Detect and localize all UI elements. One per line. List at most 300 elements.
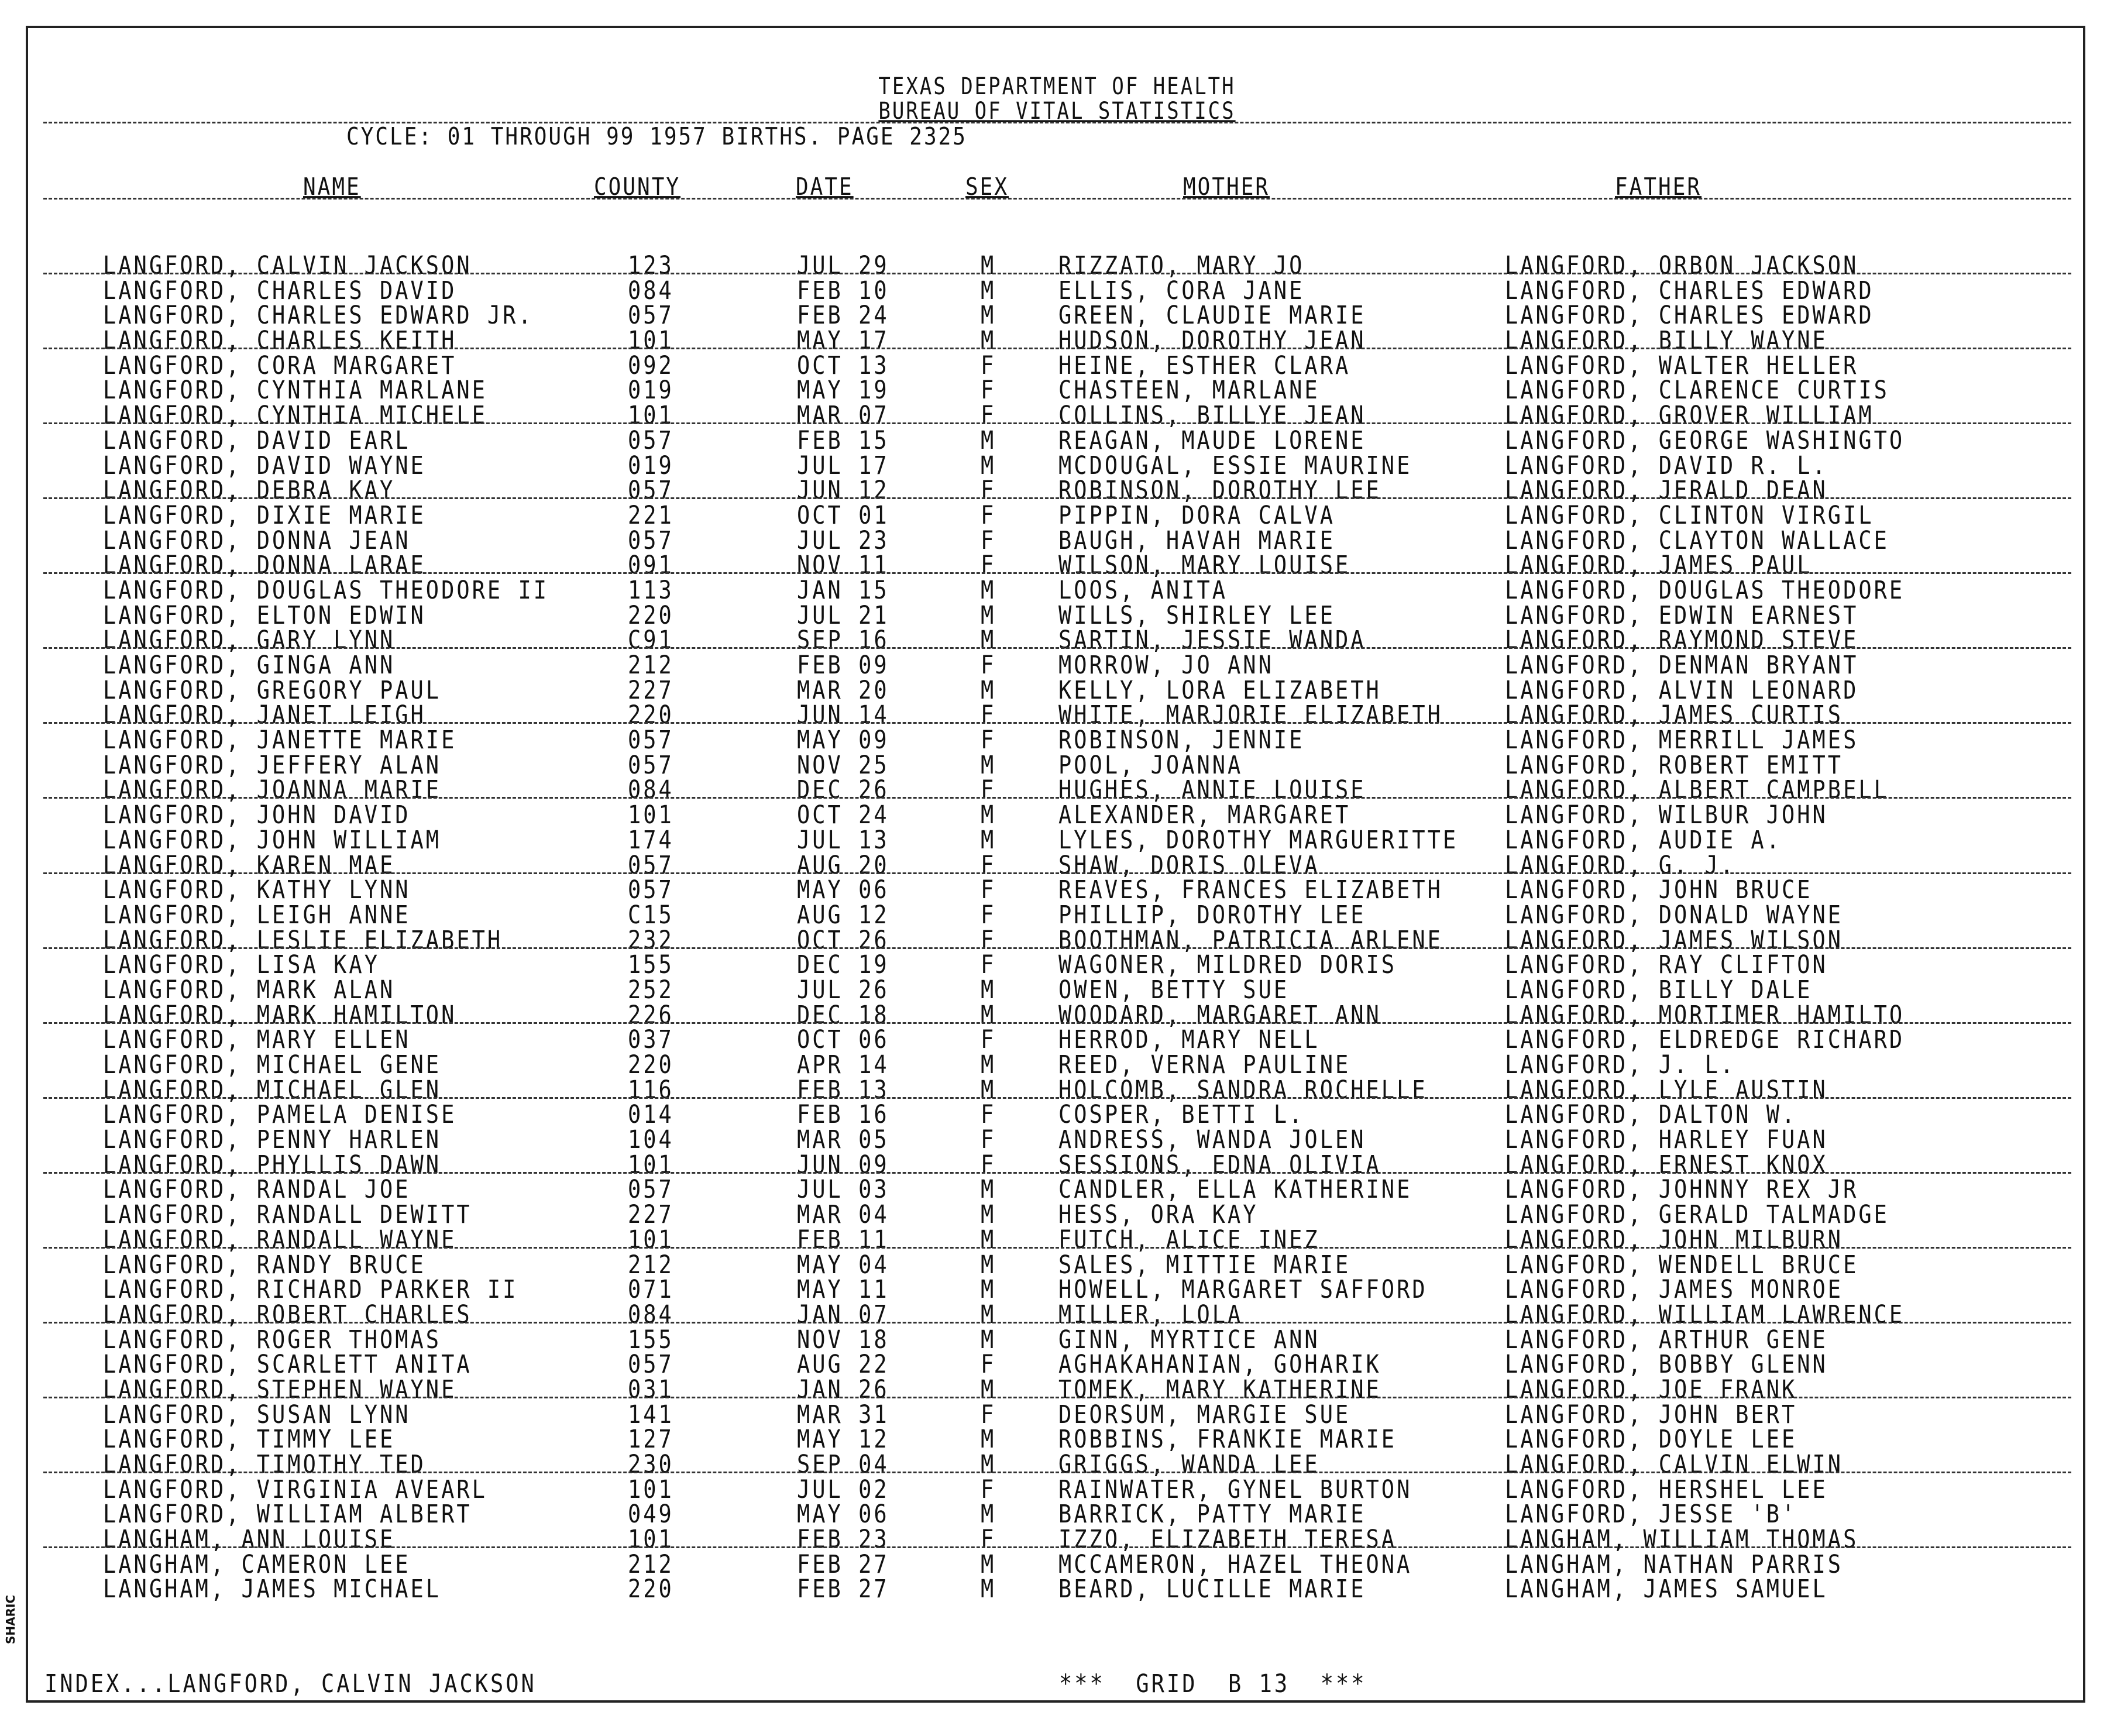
record-father: LANGFORD, LYLE AUSTIN (1505, 1075, 1828, 1104)
record-county: 113 (628, 575, 674, 605)
record-sex: M (981, 250, 996, 280)
record-row (0, 800, 2114, 830)
record-name: LANGFORD, JANET LEIGH (103, 700, 426, 730)
record-sex: F (981, 900, 996, 930)
record-mother: GREEN, CLAUDIE MARIE (1058, 301, 1366, 330)
record-father: LANGFORD, EDWIN EARNEST (1505, 600, 1859, 630)
record-father: LANGFORD, ALVIN LEONARD (1505, 675, 1859, 704)
record-sex: M (981, 1449, 996, 1479)
record-name: LANGFORD, CHARLES DAVID (103, 276, 457, 305)
record-name: LANGFORD, DIXIE MARIE (103, 500, 426, 530)
record-name: LANGFORD, JOHN DAVID (103, 800, 411, 830)
record-father: LANGFORD, DAVID R. L. (1505, 451, 1828, 480)
record-county: 123 (628, 250, 674, 280)
record-sex: M (981, 301, 996, 330)
record-father: LANGFORD, DALTON W. (1505, 1100, 1797, 1129)
record-father: LANGHAM, JAMES SAMUEL (1505, 1575, 1828, 1604)
record-name: LANGFORD, DONNA JEAN (103, 525, 411, 555)
record-row (0, 1300, 2114, 1329)
record-date: MAR 20 (797, 675, 889, 704)
record-row (0, 600, 2114, 630)
record-row (0, 925, 2114, 954)
record-row (0, 451, 2114, 480)
record-mother: HEINE, ESTHER CLARA (1058, 350, 1351, 380)
record-sex: M (981, 575, 996, 605)
record-row (0, 1325, 2114, 1354)
record-mother: REAGAN, MAUDE LORENE (1058, 425, 1366, 455)
bureau-title: BUREAU OF VITAL STATISTICS (878, 97, 1236, 125)
record-row (0, 476, 2114, 505)
record-mother: SALES, MITTIE MARIE (1058, 1250, 1351, 1279)
record-row (0, 1474, 2114, 1504)
record-name: LANGFORD, MARY ELLEN (103, 1025, 411, 1054)
record-sex: M (981, 975, 996, 1005)
record-row (0, 1225, 2114, 1254)
record-mother: ELLIS, CORA JANE (1058, 276, 1305, 305)
record-mother: BAUGH, HAVAH MARIE (1058, 525, 1335, 555)
record-row (0, 1400, 2114, 1429)
record-mother: COSPER, BETTI L. (1058, 1100, 1305, 1129)
record-name: LANGFORD, MICHAEL GLEN (103, 1075, 442, 1104)
record-row (0, 1374, 2114, 1404)
record-name: LANGFORD, JEFFERY ALAN (103, 750, 442, 780)
record-father: LANGFORD, CLAYTON WALLACE (1505, 525, 1889, 555)
record-county: 252 (628, 975, 674, 1005)
record-father: LANGFORD, JAMES MONROE (1505, 1275, 1844, 1304)
record-county: C91 (628, 625, 674, 655)
record-sex: F (981, 850, 996, 879)
record-row (0, 750, 2114, 780)
record-name: LANGFORD, GINGA ANN (103, 650, 396, 680)
record-sex: M (981, 1325, 996, 1354)
record-county: 037 (628, 1025, 674, 1054)
record-mother: DEORSUM, MARGIE SUE (1058, 1400, 1351, 1429)
record-father: LANGFORD, DOUGLAS THEODORE (1505, 575, 1905, 605)
record-date: DEC 19 (797, 950, 889, 979)
record-mother: SESSIONS, EDNA OLIVIA (1058, 1150, 1381, 1180)
record-sex: M (981, 425, 996, 455)
record-sex: M (981, 451, 996, 480)
record-name: LANGHAM, CAMERON LEE (103, 1549, 411, 1579)
record-row (0, 1000, 2114, 1029)
record-name: LANGFORD, PENNY HARLEN (103, 1125, 442, 1154)
record-row (0, 525, 2114, 555)
record-date: MAY 17 (797, 325, 889, 355)
record-sex: F (981, 476, 996, 505)
record-father: LANGFORD, GERALD TALMADGE (1505, 1199, 1889, 1229)
record-date: JUL 13 (797, 825, 889, 855)
record-father: LANGFORD, MORTIMER HAMILTO (1505, 1000, 1905, 1029)
record-county: 101 (628, 1225, 674, 1254)
record-father: LANGFORD, JOHN BERT (1505, 1400, 1797, 1429)
record-mother: TOMEK, MARY KATHERINE (1058, 1374, 1381, 1404)
record-county: 155 (628, 1325, 674, 1354)
index-footer: INDEX...LANGFORD, CALVIN JACKSON (44, 1669, 537, 1699)
record-date: MAR 04 (797, 1199, 889, 1229)
column-header-sex: SEX (965, 173, 1009, 201)
record-sex: F (981, 1350, 996, 1379)
record-father: LANGFORD, BILLY DALE (1505, 975, 1813, 1005)
record-sex: M (981, 1549, 996, 1579)
record-father: LANGFORD, RAYMOND STEVE (1505, 625, 1859, 655)
record-father: LANGFORD, WILBUR JOHN (1505, 800, 1828, 830)
record-name: LANGFORD, RICHARD PARKER II (103, 1275, 518, 1304)
record-name: LANGFORD, VIRGINIA AVEARL (103, 1474, 487, 1504)
record-mother: SHAW, DORIS OLEVA (1058, 850, 1320, 879)
record-county: 212 (628, 650, 674, 680)
record-county: 212 (628, 1250, 674, 1279)
record-sex: F (981, 775, 996, 805)
record-father: LANGFORD, ELDREDGE RICHARD (1505, 1025, 1905, 1054)
record-date: FEB 23 (797, 1524, 889, 1554)
record-county: 057 (628, 725, 674, 755)
record-date: JUL 02 (797, 1474, 889, 1504)
record-father: LANGFORD, ROBERT EMITT (1505, 750, 1844, 780)
record-sex: M (981, 1500, 996, 1529)
record-county: 141 (628, 1400, 674, 1429)
record-name: LANGFORD, ROBERT CHARLES (103, 1300, 472, 1329)
record-date: MAY 11 (797, 1275, 889, 1304)
record-name: LANGFORD, CORA MARGARET (103, 350, 457, 380)
record-name: LANGFORD, TIMMY LEE (103, 1425, 396, 1454)
record-sex: M (981, 1199, 996, 1229)
record-name: LANGFORD, JOANNA MARIE (103, 775, 442, 805)
record-mother: POOL, JOANNA (1058, 750, 1243, 780)
record-county: C15 (628, 900, 674, 930)
record-mother: MCDOUGAL, ESSIE MAURINE (1058, 451, 1412, 480)
record-date: MAR 05 (797, 1125, 889, 1154)
record-mother: PIPPIN, DORA CALVA (1058, 500, 1335, 530)
record-mother: WOODARD, MARGARET ANN (1058, 1000, 1381, 1029)
record-sex: F (981, 1150, 996, 1180)
record-mother: ROBBINS, FRANKIE MARIE (1058, 1425, 1397, 1454)
record-sex: M (981, 1300, 996, 1329)
record-date: OCT 01 (797, 500, 889, 530)
record-county: 101 (628, 400, 674, 430)
cycle-line: CYCLE: 01 THROUGH 99 1957 BIRTHS. PAGE 2325 (346, 123, 967, 151)
record-county: 220 (628, 1050, 674, 1080)
record-date: OCT 24 (797, 800, 889, 830)
record-mother: MORROW, JO ANN (1058, 650, 1274, 680)
record-name: LANGFORD, STEPHEN WAYNE (103, 1374, 457, 1404)
record-sex: F (981, 700, 996, 730)
record-father: LANGFORD, HERSHEL LEE (1505, 1474, 1828, 1504)
record-name: LANGFORD, MARK ALAN (103, 975, 396, 1005)
record-county: 116 (628, 1075, 674, 1104)
record-father: LANGFORD, BILLY WAYNE (1505, 325, 1828, 355)
record-row (0, 1549, 2114, 1579)
record-name: LANGFORD, WILLIAM ALBERT (103, 1500, 472, 1529)
record-father: LANGFORD, DONALD WAYNE (1505, 900, 1844, 930)
record-sex: M (981, 800, 996, 830)
record-mother: ANDRESS, WANDA JOLEN (1058, 1125, 1366, 1154)
record-father: LANGFORD, JOHN MILBURN (1505, 1225, 1844, 1254)
record-county: 057 (628, 525, 674, 555)
record-father: LANGFORD, CHARLES EDWARD (1505, 276, 1874, 305)
record-name: LANGFORD, RANDALL DEWITT (103, 1199, 472, 1229)
record-county: 057 (628, 1350, 674, 1379)
record-sex: F (981, 400, 996, 430)
record-mother: GINN, MYRTICE ANN (1058, 1325, 1320, 1354)
record-date: MAY 06 (797, 1500, 889, 1529)
record-sex: F (981, 500, 996, 530)
record-name: LANGFORD, JANETTE MARIE (103, 725, 457, 755)
record-date: AUG 12 (797, 900, 889, 930)
column-header-divider (43, 198, 2071, 200)
record-mother: IZZO, ELIZABETH TERESA (1058, 1524, 1397, 1554)
record-date: MAY 06 (797, 875, 889, 905)
record-father: LANGFORD, JAMES PAUL (1505, 551, 1813, 580)
record-county: 227 (628, 1199, 674, 1229)
record-row (0, 376, 2114, 405)
record-mother: HOWELL, MARGARET SAFFORD (1058, 1275, 1428, 1304)
record-mother: OWEN, BETTY SUE (1058, 975, 1290, 1005)
record-mother: FUTCH, ALICE INEZ (1058, 1225, 1320, 1254)
record-date: JUL 21 (797, 600, 889, 630)
record-mother: COLLINS, BILLYE JEAN (1058, 400, 1366, 430)
record-mother: WILSON, MARY LOUISE (1058, 551, 1351, 580)
record-date: APR 14 (797, 1050, 889, 1080)
record-date: OCT 13 (797, 350, 889, 380)
record-name: LANGHAM, JAMES MICHAEL (103, 1575, 442, 1604)
record-sex: M (981, 625, 996, 655)
record-sex: F (981, 950, 996, 979)
record-county: 127 (628, 1425, 674, 1454)
record-date: NOV 18 (797, 1325, 889, 1354)
record-row (0, 575, 2114, 605)
record-sex: F (981, 1474, 996, 1504)
record-sex: M (981, 1374, 996, 1404)
record-row (0, 350, 2114, 380)
record-row (0, 875, 2114, 905)
record-date: FEB 27 (797, 1549, 889, 1579)
record-mother: WILLS, SHIRLEY LEE (1058, 600, 1335, 630)
record-father: LANGFORD, HARLEY FUAN (1505, 1125, 1828, 1154)
record-mother: HESS, ORA KAY (1058, 1199, 1259, 1229)
record-row (0, 1175, 2114, 1204)
record-name: LANGFORD, DAVID WAYNE (103, 451, 426, 480)
agency-title: TEXAS DEPARTMENT OF HEALTH (878, 73, 1236, 101)
record-date: OCT 26 (797, 925, 889, 954)
record-row (0, 1350, 2114, 1379)
record-date: MAY 04 (797, 1250, 889, 1279)
record-row (0, 1150, 2114, 1180)
record-date: JAN 15 (797, 575, 889, 605)
record-row (0, 775, 2114, 805)
record-county: 101 (628, 325, 674, 355)
record-mother: MILLER, LOLA (1058, 1300, 1243, 1329)
record-father: LANGFORD, DENMAN BRYANT (1505, 650, 1859, 680)
record-name: LANGFORD, KATHY LYNN (103, 875, 411, 905)
side-stamp: SHARIC (4, 1594, 18, 1644)
record-date: JUL 29 (797, 250, 889, 280)
record-sex: F (981, 1025, 996, 1054)
record-mother: HERROD, MARY NELL (1058, 1025, 1320, 1054)
record-row (0, 625, 2114, 655)
record-county: 084 (628, 1300, 674, 1329)
record-name: LANGFORD, DAVID EARL (103, 425, 411, 455)
record-name: LANGFORD, RANDALL WAYNE (103, 1225, 457, 1254)
record-date: OCT 06 (797, 1025, 889, 1054)
record-sex: F (981, 350, 996, 380)
record-father: LANGFORD, DOYLE LEE (1505, 1425, 1797, 1454)
record-date: DEC 18 (797, 1000, 889, 1029)
record-mother: ALEXANDER, MARGARET (1058, 800, 1351, 830)
record-father: LANGFORD, MERRILL JAMES (1505, 725, 1859, 755)
record-county: 220 (628, 600, 674, 630)
record-father: LANGFORD, WILLIAM LAWRENCE (1505, 1300, 1905, 1329)
record-mother: HUGHES, ANNIE LOUISE (1058, 775, 1366, 805)
record-county: 057 (628, 476, 674, 505)
record-father: LANGHAM, NATHAN PARRIS (1505, 1549, 1844, 1579)
record-name: LANGFORD, TIMOTHY TED (103, 1449, 426, 1479)
record-sex: F (981, 925, 996, 954)
record-county: 057 (628, 425, 674, 455)
record-mother: REAVES, FRANCES ELIZABETH (1058, 875, 1443, 905)
record-county: 220 (628, 1575, 674, 1604)
record-sex: M (981, 600, 996, 630)
record-row (0, 1075, 2114, 1104)
record-date: JUN 12 (797, 476, 889, 505)
record-county: 084 (628, 775, 674, 805)
record-sex: F (981, 1100, 996, 1129)
record-row (0, 700, 2114, 730)
record-sex: M (981, 1000, 996, 1029)
record-county: 019 (628, 451, 674, 480)
record-name: LANGFORD, RANDY BRUCE (103, 1250, 426, 1279)
record-county: 101 (628, 800, 674, 830)
record-date: JUN 09 (797, 1150, 889, 1180)
record-name: LANGFORD, GREGORY PAUL (103, 675, 442, 704)
column-header-name: NAME (303, 173, 361, 201)
record-row (0, 500, 2114, 530)
record-name: LANGFORD, KAREN MAE (103, 850, 396, 879)
record-sex: F (981, 525, 996, 555)
record-father: LANGFORD, JOHN BRUCE (1505, 875, 1813, 905)
record-row (0, 950, 2114, 979)
record-mother: LYLES, DOROTHY MARGUERITTE (1058, 825, 1459, 855)
record-county: 057 (628, 301, 674, 330)
record-row (0, 1100, 2114, 1129)
record-date: JUL 03 (797, 1175, 889, 1204)
record-mother: RAINWATER, GYNEL BURTON (1058, 1474, 1412, 1504)
record-county: 220 (628, 700, 674, 730)
record-mother: CHASTEEN, MARLANE (1058, 376, 1320, 405)
record-sex: M (981, 1275, 996, 1304)
record-name: LANGFORD, SUSAN LYNN (103, 1400, 411, 1429)
record-name: LANGFORD, SCARLETT ANITA (103, 1350, 472, 1379)
record-sex: F (981, 1524, 996, 1554)
record-mother: AGHAKAHANIAN, GOHARIK (1058, 1350, 1381, 1379)
record-sex: M (981, 750, 996, 780)
record-name: LANGFORD, DONNA LARAE (103, 551, 426, 580)
record-date: JAN 07 (797, 1300, 889, 1329)
record-date: AUG 20 (797, 850, 889, 879)
record-name: LANGFORD, PAMELA DENISE (103, 1100, 457, 1129)
record-date: DEC 26 (797, 775, 889, 805)
record-father: LANGFORD, ERNEST KNOX (1505, 1150, 1828, 1180)
record-mother: HUDSON, DOROTHY JEAN (1058, 325, 1366, 355)
record-county: 057 (628, 750, 674, 780)
record-mother: ROBINSON, DOROTHY LEE (1058, 476, 1381, 505)
record-date: MAY 09 (797, 725, 889, 755)
record-name: LANGFORD, LESLIE ELIZABETH (103, 925, 503, 954)
record-father: LANGFORD, JAMES WILSON (1505, 925, 1844, 954)
record-date: MAY 19 (797, 376, 889, 405)
record-name: LANGFORD, DEBRA KAY (103, 476, 396, 505)
record-county: 057 (628, 850, 674, 879)
record-row (0, 400, 2114, 430)
record-row (0, 650, 2114, 680)
record-county: 104 (628, 1125, 674, 1154)
record-father: LANGFORD, BOBBY GLENN (1505, 1350, 1828, 1379)
record-father: LANGFORD, GEORGE WASHINGTO (1505, 425, 1905, 455)
record-mother: HOLCOMB, SANDRA ROCHELLE (1058, 1075, 1428, 1104)
column-header-county: COUNTY (594, 173, 681, 201)
record-row (0, 676, 2114, 702)
record-father: LANGFORD, JOHNNY REX JR (1505, 1175, 1859, 1204)
record-sex: M (981, 1575, 996, 1604)
record-name: LANGFORD, JOHN WILLIAM (103, 825, 442, 855)
record-name: LANGFORD, CHARLES KEITH (103, 325, 457, 355)
record-father: LANGFORD, GROVER WILLIAM (1505, 400, 1874, 430)
grid-footer: *** GRID B 13 *** (1059, 1669, 1367, 1699)
record-row (0, 1025, 2114, 1054)
record-county: 014 (628, 1100, 674, 1129)
record-mother: BOOTHMAN, PATRICIA ARLENE (1058, 925, 1443, 954)
record-mother: ROBINSON, JENNIE (1058, 725, 1305, 755)
record-row (0, 850, 2114, 879)
record-row (0, 551, 2114, 580)
records-list (0, 250, 2114, 1604)
record-county: 227 (628, 675, 674, 704)
record-father: LANGFORD, JAMES CURTIS (1505, 700, 1844, 730)
record-father: LANGFORD, JOE FRANK (1505, 1374, 1797, 1404)
column-header-date: DATE (796, 173, 854, 201)
record-date: NOV 11 (797, 551, 889, 580)
record-county: 155 (628, 950, 674, 979)
record-county: 049 (628, 1500, 674, 1529)
record-name: LANGFORD, LEIGH ANNE (103, 900, 411, 930)
record-mother: WAGONER, MILDRED DORIS (1058, 950, 1397, 979)
record-name: LANGFORD, ROGER THOMAS (103, 1325, 442, 1354)
record-mother: KELLY, LORA ELIZABETH (1058, 675, 1381, 704)
record-sex: F (981, 650, 996, 680)
record-county: 101 (628, 1474, 674, 1504)
record-father: LANGFORD, WENDELL BRUCE (1505, 1250, 1859, 1279)
record-row (0, 1050, 2114, 1080)
record-date: FEB 09 (797, 650, 889, 680)
record-row (0, 900, 2114, 930)
record-sex: M (981, 1050, 996, 1080)
record-date: MAR 07 (797, 400, 889, 430)
record-sex: M (981, 1225, 996, 1254)
record-county: 057 (628, 1175, 674, 1204)
column-header-father: FATHER (1615, 173, 1702, 201)
record-date: FEB 16 (797, 1100, 889, 1129)
record-date: FEB 10 (797, 276, 889, 305)
record-county: 071 (628, 1275, 674, 1304)
record-county: 230 (628, 1449, 674, 1479)
record-county: 212 (628, 1549, 674, 1579)
record-sex: F (981, 725, 996, 755)
record-sex: F (981, 551, 996, 580)
record-row (0, 1125, 2114, 1154)
record-row (0, 1275, 2114, 1304)
record-father: LANGFORD, AUDIE A. (1505, 825, 1782, 855)
record-mother: LOOS, ANITA (1058, 575, 1228, 605)
record-mother: RIZZATO, MARY JO (1058, 250, 1305, 280)
